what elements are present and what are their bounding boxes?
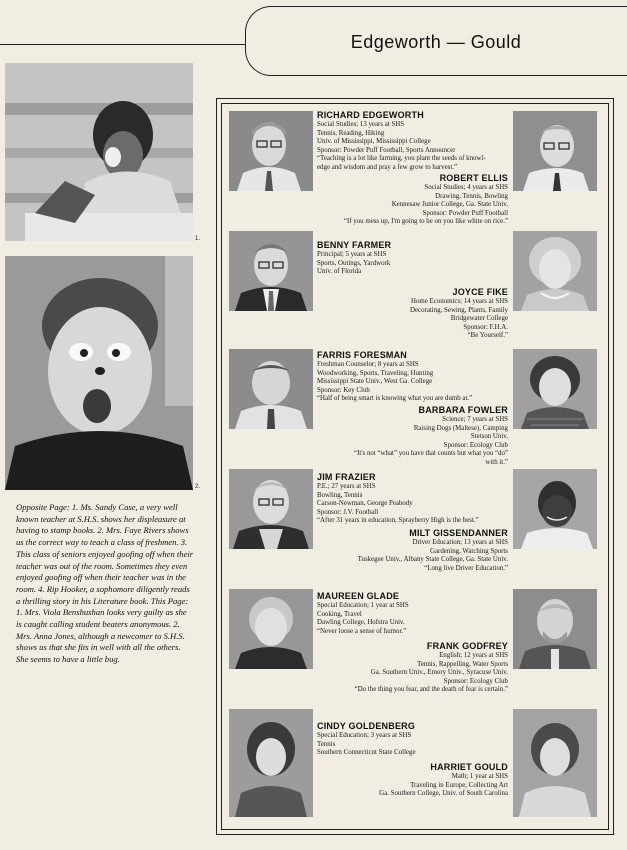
bio-line: Cooking, Travel [317, 610, 362, 618]
bio-line: Raising Dogs (Maltese), Camping [413, 424, 508, 432]
bio-line: Special Education; 1 year at SHS [317, 602, 409, 609]
bio-line: Social Studies; 4 years at SHS [424, 184, 508, 191]
faculty-name: FARRIS FORESMAN [317, 350, 408, 360]
bio-farris-foresman [317, 350, 472, 404]
photo-number-1: 1. [195, 236, 201, 242]
bio-line: Tennis, Reading, Hiking [317, 129, 385, 137]
bio-line: Woodworking, Sports, Traveling, Hunting [317, 369, 434, 377]
bio-line: Sports, Outings, Yardwork [317, 259, 391, 267]
bio-line: Special Education; 3 years at SHS [317, 732, 412, 739]
bio-robert-ellis [344, 173, 508, 227]
bio-line: P.E.; 27 years at SHS [317, 483, 376, 490]
bio-frank-godfrey [355, 641, 508, 695]
portrait-milt-gissendanner [513, 469, 597, 549]
bio-line: “Teaching is a lot like farming, you plant the seeds of knowl- [317, 155, 486, 162]
portrait-benny-farmer [229, 231, 313, 311]
bio-line: Math; 1 year at SHS [451, 773, 508, 780]
bio-line: Sponsor: Key Club [317, 386, 370, 394]
bio-line: Drawing, Tennis, Bowling [435, 192, 508, 200]
photo-number-2: 2. [195, 484, 201, 490]
bio-line: Tuskegee Univ., Albany State College, Ga. State Univ. [357, 556, 508, 563]
faculty-name: BENNY FARMER [317, 240, 392, 250]
faculty-name: MILT GISSENDANNER [409, 528, 508, 538]
bio-line: Sponsor: Powder Puff Football, Sports Announcer [317, 146, 456, 154]
title-area [245, 0, 627, 74]
bio-line: English; 12 years at SHS [439, 652, 508, 659]
bio-line: Freshman Counselor; 8 years at SHS [317, 361, 419, 368]
bio-maureen-glade [317, 591, 409, 636]
bio-line: with it.” [485, 458, 508, 466]
bio-line: Sponsor: Powder Puff Football [422, 209, 508, 217]
bio-cindy-goldenberg [317, 721, 416, 758]
bio-line: Decorating, Sewing, Plants, Family [410, 306, 508, 314]
faculty-name: CINDY GOLDENBERG [317, 721, 416, 731]
faculty-name: HARRIET GOULD [430, 762, 508, 772]
faculty-name: RICHARD EDGEWORTH [317, 110, 424, 120]
bio-line: Southern Connecticut State College [317, 749, 416, 756]
bio-line: Sponsor: Ecology Club [443, 677, 508, 685]
bio-jim-frazier [317, 472, 479, 526]
bio-line: “Never loose a sense of humor.” [317, 627, 407, 635]
faculty-name: ROBERT ELLIS [439, 173, 508, 183]
bio-line: “Do the thing you fear, and the death of fear is certain.” [354, 686, 508, 693]
bio-richard-edgeworth [317, 110, 486, 172]
bio-line: Ga. Southern Univ., Emory Univ., Syracuse Univ. [370, 669, 508, 676]
faculty-name: JIM FRAZIER [317, 472, 376, 482]
bio-line: Kennesaw Junior College, Ga. State Univ. [391, 201, 508, 208]
portrait-jim-frazier [229, 469, 313, 549]
bio-line: Sponsor: F.H.A. [463, 323, 508, 331]
bio-line: Ga. Southern College, Univ. of South Carolina [379, 790, 508, 797]
candid-photo-bug [5, 256, 193, 490]
bio-line: Tennis, Rappelling, Water Sports [417, 660, 508, 668]
faculty-name: BARBARA FOWLER [418, 405, 508, 415]
bio-line: Principal; 5 years at SHS [317, 251, 387, 258]
portrait-richard-edgeworth [229, 111, 313, 191]
bio-line: “Be Yourself.” [467, 332, 508, 339]
portrait-cindy-goldenberg [229, 709, 313, 817]
bio-line: Bowling, Tennis [317, 491, 363, 499]
bio-line: Stetson Univ. [470, 433, 508, 440]
bio-line: edge and wisdom and pray a few grow to harvest.” [317, 163, 458, 171]
bio-line: Sponsor: Ecology Club [443, 441, 508, 449]
bio-line: Carson-Newman, George Peabody [317, 500, 413, 507]
bio-line: Dawling College, Hofstra Univ. [317, 619, 405, 626]
candid-photo-phone [5, 63, 193, 241]
bio-line: Traveling in Europe, Collecting Art [410, 781, 508, 789]
bio-line: Science; 7 years at SHS [442, 416, 508, 423]
portrait-barbara-fowler [513, 349, 597, 429]
bio-line: Social Studies; 13 years at SHS [317, 121, 405, 128]
bio-line: “After 31 years in education, Sprayberry High is the best.” [317, 517, 479, 524]
bio-line: Mississippi State Univ., West Ga. College [317, 378, 433, 385]
bio-line: “Half of being smart is knowing what you are dumb at.” [317, 395, 473, 402]
bio-barbara-fowler [354, 405, 508, 467]
bio-harriet-gould [379, 762, 508, 799]
bio-line: “Long live Driver Education.” [424, 564, 508, 572]
faculty-name: JOYCE FIKE [452, 287, 508, 297]
bio-joyce-fike [410, 287, 508, 341]
portrait-harriet-gould [513, 709, 597, 817]
bio-benny-farmer [317, 240, 391, 277]
bio-line: Home Economics; 14 years at SHS [410, 298, 508, 305]
page-title: Edgeworth — Gould [350, 32, 522, 52]
faculty-name: MAUREEN GLADE [317, 591, 400, 601]
faculty-name: FRANK GODFREY [426, 641, 508, 651]
bio-line: Driver Education; 13 years at SHS [412, 539, 508, 546]
portrait-farris-foresman [229, 349, 313, 429]
bio-line: Tennis [317, 740, 336, 748]
photo-caption: Opposite Page: 1. Ms. Sandy Case, a very well known teacher at S.H.S. shows her displeasure at having to stamp books. 2. Mrs. Faye Rivers shows us the correct way to teach a class of freshmen. 3. This class of seniors enjoyed goofing off when their teacher was out of the room. Sometimes they even enjoyed goofing off when their teacher was in the room. 4. Rip Hooker, a sophomore diligently reads a thrilling story in his Literature book. This Page: 1. Mrs. Viola Benshushan looks very guilty as she is caught calling student beaters anonymous. 2. Mrs. Anna Jones, although a newcomer to S.H.S. shows us that she fits in well with all the others. She seems to have a little bug. [16, 502, 194, 665]
bio-line: Sponsor: J.V. Football [317, 508, 379, 516]
bio-milt-gissendanner [358, 528, 508, 573]
bio-line: “It's not “what” you have that counts but what you “do” [354, 450, 508, 457]
bio-line: Gardening, Watching Sports [430, 547, 508, 555]
bio-line: Univ. of Mississippi, Mississippi College [317, 138, 431, 145]
bio-line: Univ. of Florida [317, 268, 362, 275]
portrait-robert-ellis [513, 111, 597, 191]
portrait-frank-godfrey [513, 589, 597, 669]
bio-line: “If you mess up, I'm going to be on you like white on rice.” [343, 218, 508, 225]
portrait-joyce-fike [513, 231, 597, 311]
bio-line: Bridgewater College [450, 315, 508, 322]
portrait-maureen-glade [229, 589, 313, 669]
